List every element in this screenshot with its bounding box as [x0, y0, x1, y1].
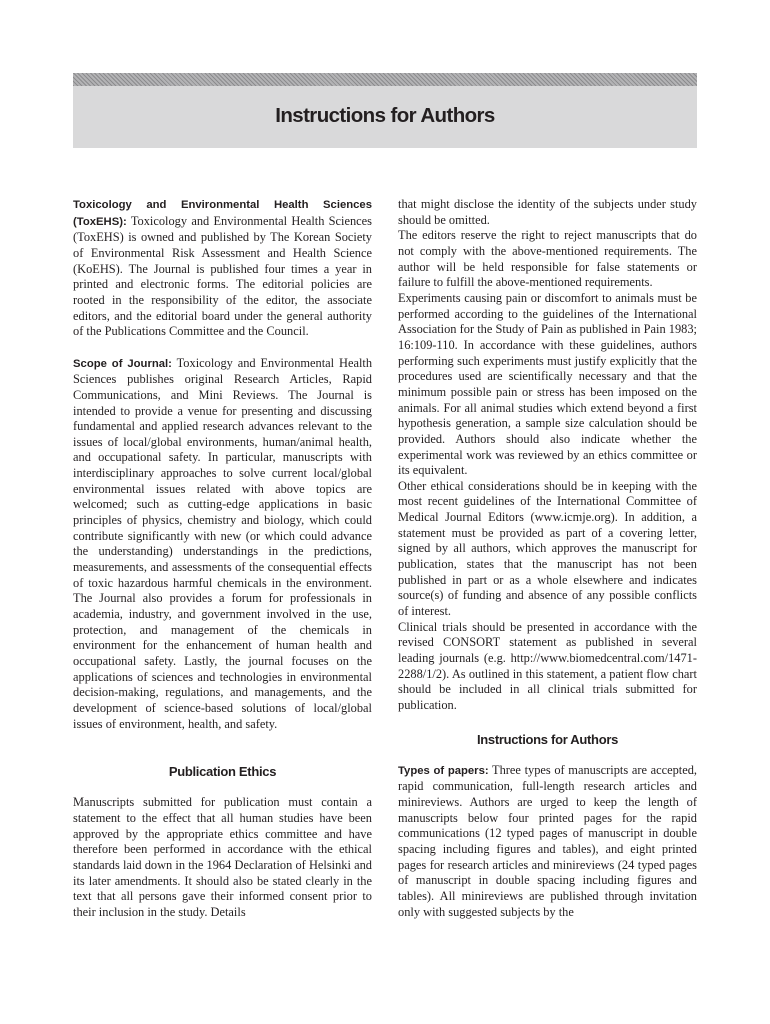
publication-ethics-heading: Publication Ethics [168, 764, 277, 780]
intro-text: Toxicology and Environmental Health Sciences (ToxEHS) is owned and published by The Korean Society of Environmental Risk Assessment and Health Science (KoEHS). The Journal is published four times a year in printed and electronic forms. The editorial policies are rooted in the responsibility of the editor, the associate editors, and the editorial board under the general authority of the Publications Committee and the Council. [73, 213, 373, 339]
animals-paragraph: Experiments causing pain or discomfort to animals must be performed according to the guidelines of the International Association for the Study of Pain as published in Pain 1983; 16:109-110. In accordance with these guidelines, authors performing such experiments must justify explicitly that the procedures used are scientifically necessary and that the minimum possible pain or stress has been imposed on the animals. For all animal studies which extend beyond a first hypothesis generation, a sample size calculation should be provided. Authors should also indicate whether the experimental work was reviewed by an ethics committee or its equivalent. [398, 290, 697, 478]
intro-lead: Toxicology and Environmental Health Sciences (ToxEHS): [73, 199, 372, 228]
intro-paragraph [73, 197, 372, 340]
instructions-heading: Instructions for Authors [476, 731, 619, 747]
header-stripe [73, 73, 697, 86]
ethics-paragraph: Manuscripts submitted for publication must contain a statement to the effect that all human studies have been approved by the appropriate ethics committee and have therefore been performed in accordance with the ethical standards laid down in the 1964 Declaration of Helsinki and its later amendments. It should also be stated clearly in the text that all persons gave their informed consent prior to their inclusion in the study. Details [73, 795, 372, 919]
scope-text: Toxicology and Environmental Health Sciences publishes original Research Articles, Rapid Communications, and Mini Reviews. The Journal is intended to provide a venue for presenting and discussing fundamental and applied research advances relevant to the issues of local/global environments, human/animal health, and occupational safety. In particular, manuscripts with interdisciplinary approaches to solve current local/global environmental issues related with above topics are welcomed; such as cutting-edge applications in basic principles of physics, chemistry and biology, which could contribute significantly with new (or which could advance the understanding) understandings in the predictions, measurements, and assessments of the consequential effects of toxic hazardous harmful chemicals in the environment. The Journal also provides a forum for professionals in academia, industry, and government involved in the use, protection, and management of the chemicals in environment for the enhancement of human health and occupational safety. Lastly, the journal focuses on the applications of sciences and technologies in environmental decision-making, regulations, and managements, and the development of science-based solutions of local/global issues of environment, health, and safety. [73, 355, 373, 731]
types-text: Three types of manuscripts are accepted, rapid communication, full-length research articles and minireviews. Authors are urged to keep the length of manuscripts below four printed pages for the rapid communications (12 typed pages of manuscript in double spacing including figures and tables), and eight printed pages for research articles and minireviews (24 typed pages of manuscript in double spacing including figures and tables). All minireviews are published through invitation only with suggested subjects by the [398, 762, 697, 919]
left-column [73, 197, 372, 921]
scope-paragraph [73, 356, 372, 733]
page-header [73, 73, 697, 148]
types-lead: Types of papers: [398, 764, 489, 777]
page-title: Instructions for Authors [275, 104, 495, 127]
right-column [398, 197, 697, 920]
types-paragraph [398, 763, 697, 921]
scope-lead: Scope of Journal: [73, 357, 172, 370]
continuation-paragraph: that might disclose the identity of the subjects under study should be omitted. [398, 197, 697, 227]
clinical-trials-paragraph: Clinical trials should be presented in accordance with the revised CONSORT statement as published in several leading journals (e.g. http://www.biomedcentral.com/1471-2288/1/2). As outlined in this statement, a patient flow chart should be included in all clinical trials submitted for publication. [398, 619, 697, 712]
other-ethics-paragraph: Other ethical considerations should be in keeping with the most recent guidelines of the International Committee of Medical Journal Editors (www.icmje.org). In addition, a statement must be provided as part of a covering letter, signed by all authors, which approves the manuscript for publication, states that the manuscript has not been published in part or as a whole elsewhere and indicates source(s) of funding and absence of any possible conflicts of interest. [398, 478, 697, 619]
reject-paragraph: The editors reserve the right to reject manuscripts that do not comply with the above-mentioned requirements. The author will be held responsible for false statements or failure to fulfill the above-mentioned requirements. [398, 228, 697, 290]
